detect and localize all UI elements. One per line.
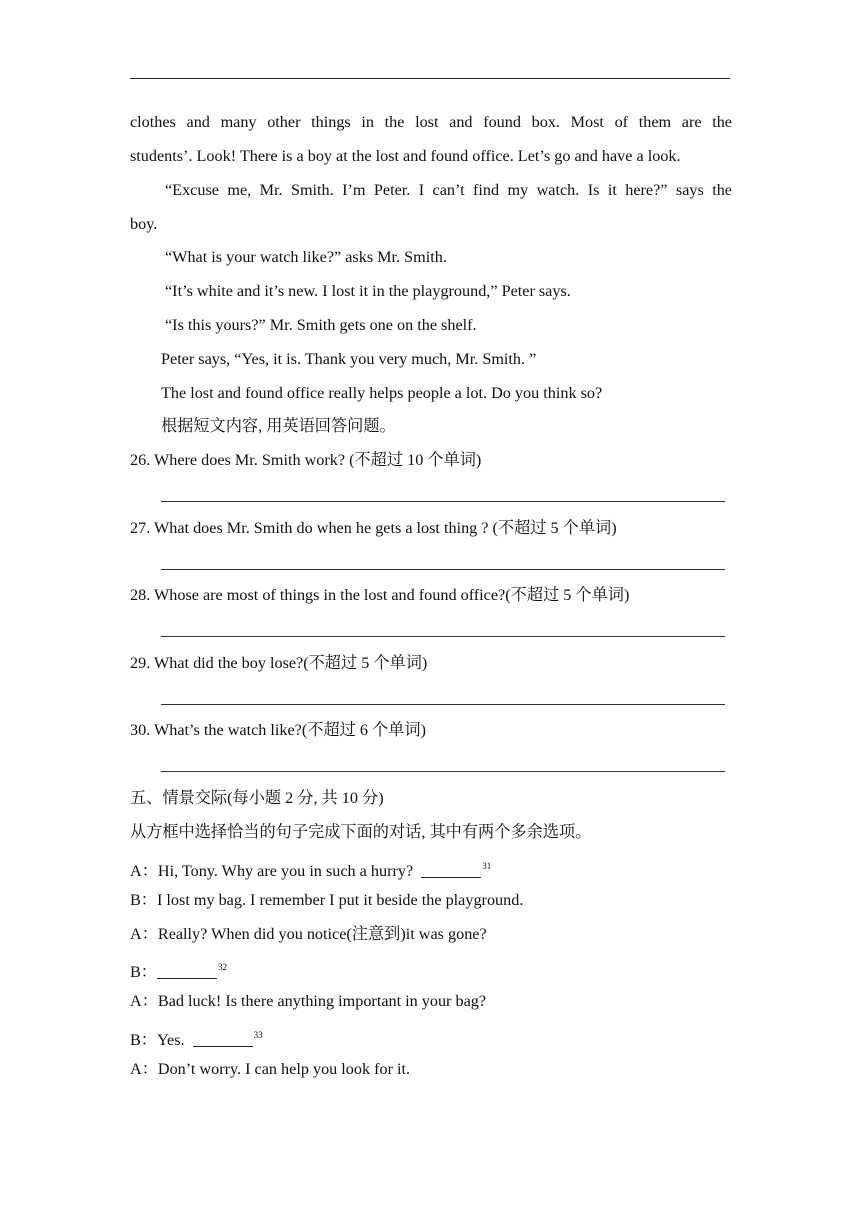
question-29: 29. What did the boy lose?(不超过 5 个单词) (130, 654, 428, 672)
passage-line: “It’s white and it’s new. I lost it in the playground,” Peter says. (165, 282, 571, 300)
dialogue-text: Really? When did you notice(注意到)it was gone? (157, 925, 487, 943)
passage-line: “What is your watch like?” asks Mr. Smith. (165, 248, 447, 266)
answer-line-30[interactable] (161, 771, 725, 772)
reading-instruction: 根据短文内容, 用英语回答问题。 (161, 417, 396, 435)
answer-line-28[interactable] (161, 636, 725, 637)
answer-line-26[interactable] (161, 501, 725, 502)
question-28: 28. Whose are most of things in the lost and found office?(不超过 5 个单词) (130, 586, 630, 604)
speaker-label: B： (130, 1031, 157, 1049)
speaker-label: A： (130, 862, 158, 880)
dialogue-line (130, 890, 523, 910)
dialogue-text: I lost my bag. I remember I put it beside the playground. (156, 891, 524, 909)
blank-31[interactable] (421, 863, 481, 878)
blank-32[interactable] (157, 964, 217, 979)
section-instruction: 从方框中选择恰当的句子完成下面的对话, 其中有两个多余选项。 (130, 823, 592, 841)
answer-line-27[interactable] (161, 569, 725, 570)
passage-line: “Is this yours?” Mr. Smith gets one on the shelf. (165, 316, 477, 334)
dialogue-text: Hi, Tony. Why are you in such a hurry? (157, 862, 418, 880)
dialogue-line (130, 957, 227, 982)
section-title: 五、情景交际(每小题 2 分, 共 10 分) (130, 789, 384, 807)
speaker-label: A： (130, 992, 158, 1010)
blank-33[interactable] (193, 1032, 253, 1047)
speaker-label: A： (130, 1060, 158, 1078)
speaker-label: A： (130, 925, 158, 943)
dialogue-line (130, 1059, 410, 1079)
dialogue-text: Don’t worry. I can help you look for it. (157, 1060, 411, 1078)
question-27: 27. What does Mr. Smith do when he gets a lost thing ? (不超过 5 个单词) (130, 519, 617, 537)
speaker-label: B： (130, 891, 157, 909)
dialogue-line (130, 924, 487, 944)
dialogue-line (130, 1025, 263, 1050)
dialogue-text: Bad luck! Is there anything important in your bag? (157, 992, 487, 1010)
dialogue-line (130, 856, 491, 881)
question-30: 30. What’s the watch like?(不超过 6 个单词) (130, 721, 426, 739)
blank-number: 31 (482, 861, 492, 871)
dialogue-text: Yes. (156, 1031, 189, 1049)
passage-line: “Excuse me, Mr. Smith. I’m Peter. I can’t find my watch. Is it here?” says the (165, 181, 732, 199)
blank-number: 32 (217, 962, 227, 972)
passage-line: boy. (130, 215, 158, 233)
passage-line: Peter says, “Yes, it is. Thank you very much, Mr. Smith. ” (161, 350, 537, 368)
passage-line: The lost and found office really helps people a lot. Do you think so? (161, 384, 603, 402)
blank-number: 33 (253, 1030, 263, 1040)
passage-line: students’. Look! There is a boy at the lost and found office. Let’s go and have a look. (130, 147, 681, 165)
answer-line-29[interactable] (161, 704, 725, 705)
dialogue-line (130, 991, 486, 1011)
passage-line: clothes and many other things in the lost and found box. Most of them are the (130, 113, 732, 131)
header-rule (130, 78, 730, 79)
question-26: 26. Where does Mr. Smith work? (不超过 10 个单词) (130, 451, 482, 469)
speaker-label: B： (130, 963, 157, 981)
